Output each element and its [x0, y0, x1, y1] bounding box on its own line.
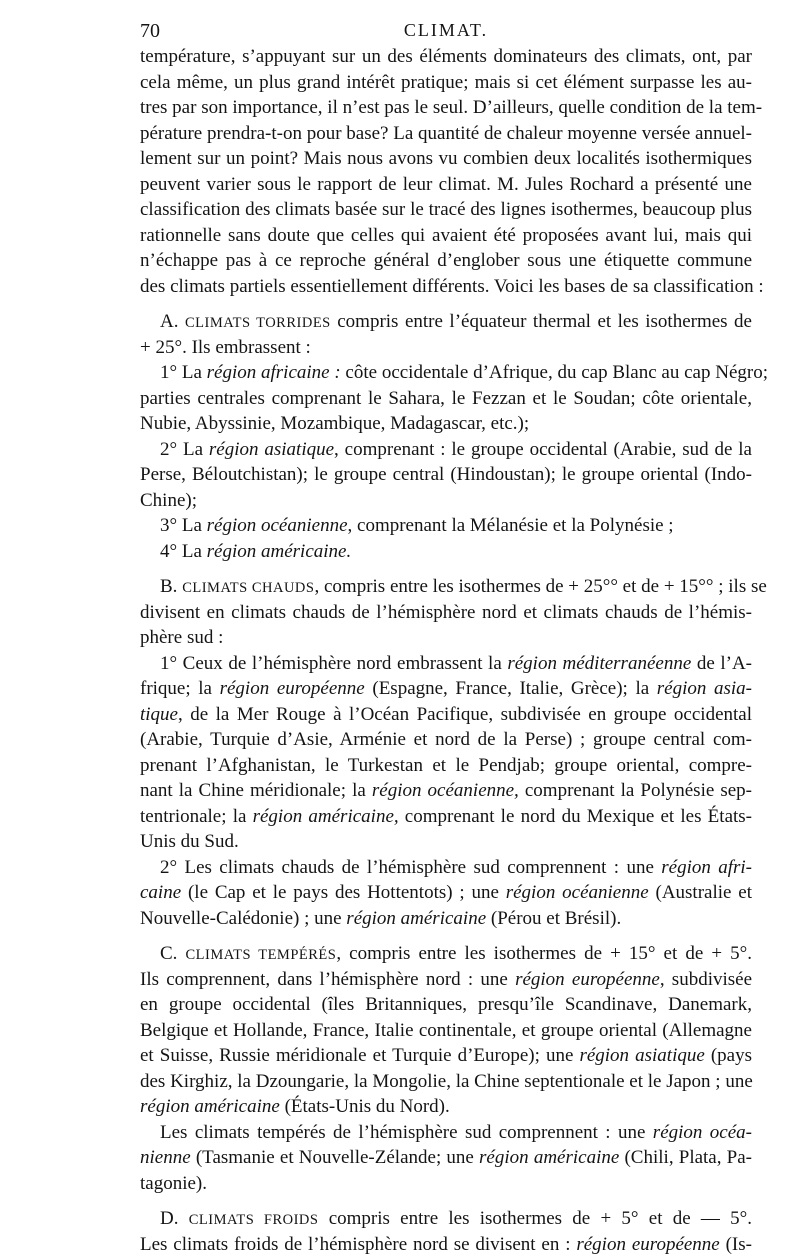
italic-text: région océanienne, — [372, 780, 519, 801]
italic-text: région océanienne — [506, 882, 649, 903]
text-line — [140, 1120, 752, 1146]
text-line — [140, 1069, 752, 1095]
text-run: de l’A- — [691, 653, 752, 674]
text-run: 2° La — [160, 439, 209, 460]
text-run: (Australie et — [649, 882, 752, 903]
text-line — [140, 513, 752, 539]
text-run: 3° La — [160, 515, 207, 536]
text-run: B. — [160, 576, 182, 597]
text-run: compris entre l’équateur thermal et les isothermes de — [331, 311, 752, 332]
text-line — [140, 437, 752, 463]
text-run: Perse, Béloutchistan); le groupe central (Hindoustan); le groupe oriental (Indo- — [140, 464, 752, 485]
running-title: CLIMAT. — [140, 20, 752, 41]
text-line — [140, 121, 752, 147]
text-line — [140, 462, 752, 488]
text-run: Ils comprennent, dans l’hémisphère nord : une — [140, 969, 515, 990]
text-run: Unis du Sud. — [140, 831, 239, 852]
text-run: D. — [160, 1208, 189, 1229]
text-line — [140, 411, 752, 437]
text-line — [140, 625, 752, 651]
text-run: parties centrales comprenant le Sahara, le Fezzan et le Soudan; côte orientale, — [140, 388, 752, 409]
section-heading: CLIMATS TEMPÉRÉS — [186, 947, 337, 963]
text-run: (Arabie, Turquie d’Asie, Arménie et nord de la Perse) ; groupe central com- — [140, 729, 752, 750]
text-run: nant la Chine méridionale; la — [140, 780, 372, 801]
text-line — [140, 829, 752, 855]
text-run: , comprenant la Mélanésie et la Polynésie ; — [348, 515, 674, 536]
italic-text: région asiatique — [579, 1045, 704, 1066]
text-run: Les climats tempérés de l’hémisphère sud comprennent : une — [160, 1122, 653, 1143]
text-line — [140, 386, 752, 412]
text-run: compris entre les isothermes de + 5° et de — 5°. — [318, 1208, 752, 1229]
italic-text: région asia- — [657, 678, 752, 699]
text-line — [140, 1094, 752, 1120]
italic-text: région américaine, — [253, 806, 399, 827]
text-run: divisent en climats chauds de l’hémisphère nord et climats chauds de l’hémis- — [140, 602, 752, 623]
italic-text: région africaine : — [207, 362, 341, 383]
page-body — [140, 44, 752, 1257]
text-run: comprenant la Polynésie sep- — [519, 780, 752, 801]
text-run: 4° La — [160, 541, 207, 562]
section-heading: CLIMATS FROIDS — [189, 1212, 319, 1228]
text-line — [140, 574, 752, 600]
text-line — [140, 880, 752, 906]
paragraph-climats-torrides — [140, 309, 752, 564]
text-run: 2° Les climats chauds de l’hémisphère sud comprennent : une — [160, 857, 661, 878]
text-line — [140, 274, 752, 300]
page-header — [140, 14, 752, 46]
section-heading: CLIMATS TORRIDES — [185, 315, 331, 331]
text-run: Belgique et Hollande, France, Italie continentale, et groupe oriental (Allemagne — [140, 1020, 752, 1041]
italic-text: région américaine — [346, 908, 486, 929]
text-line — [140, 70, 752, 96]
italic-text: tique — [140, 704, 178, 725]
text-run: , subdivisée — [660, 969, 752, 990]
text-line — [140, 197, 752, 223]
text-line — [140, 1145, 752, 1171]
paragraph-climats-froids — [140, 1206, 752, 1257]
paragraph-climats-temperes — [140, 941, 752, 1196]
italic-text: région océa- — [653, 1122, 752, 1143]
text-run: cela même, un plus grand intérêt pratique; mais si cet élément surpasse les au- — [140, 72, 752, 93]
text-run: A. — [160, 311, 185, 332]
text-run: lement sur un point? Mais nous avons vu combien deux localités isothermiques — [140, 148, 752, 169]
text-run: (pays — [705, 1045, 752, 1066]
text-line — [140, 1018, 752, 1044]
text-line — [140, 941, 752, 967]
text-line — [140, 44, 752, 70]
text-line — [140, 1171, 752, 1197]
text-run: (Tasmanie et Nouvelle-Zélande; une — [191, 1147, 479, 1168]
text-line — [140, 95, 752, 121]
italic-text: région américaine. — [207, 541, 352, 562]
text-run: (Is- — [720, 1234, 752, 1255]
text-line — [140, 223, 752, 249]
italic-text: région méditerranéenne — [507, 653, 691, 674]
text-run: (États-Unis du Nord). — [280, 1096, 450, 1117]
text-run: pérature prendra-t-on pour base? La quantité de chaleur moyenne versée annuel- — [140, 123, 752, 144]
text-line — [140, 992, 752, 1018]
text-run: 1° Ceux de l’hémisphère nord embrassent la — [160, 653, 507, 674]
text-line — [140, 146, 752, 172]
text-line — [140, 702, 752, 728]
text-line — [140, 651, 752, 677]
text-line — [140, 360, 752, 386]
text-run: tagonie). — [140, 1173, 207, 1194]
text-line — [140, 855, 752, 881]
text-line — [140, 676, 752, 702]
text-run: des Kirghiz, la Dzoungarie, la Mongolie, la Chine septentionale et le Japon ; une — [140, 1071, 753, 1092]
italic-text: région européenne — [576, 1234, 719, 1255]
text-line — [140, 804, 752, 830]
text-line — [140, 906, 752, 932]
text-line — [140, 753, 752, 779]
italic-text: région européenne — [515, 969, 660, 990]
text-run: (Chili, Plata, Pa- — [619, 1147, 752, 1168]
text-line — [140, 335, 752, 361]
paragraph-climats-chauds — [140, 574, 752, 931]
italic-text: caine — [140, 882, 181, 903]
text-run: température, s’appuyant sur un des éléments dominateurs des climats, ont, par — [140, 46, 752, 67]
text-run: (Espagne, France, Italie, Grèce); la — [365, 678, 657, 699]
text-run: Les climats froids de l’hémisphère nord se divisent en : — [140, 1234, 576, 1255]
text-run: Chine); — [140, 490, 197, 511]
text-line — [140, 1043, 752, 1069]
text-run: (Pérou et Brésil). — [486, 908, 621, 929]
text-run: classification des climats basée sur le tracé des lignes isothermes, beaucoup plus — [140, 199, 752, 220]
text-run: peuvent varier sous le rapport de leur climat. M. Jules Rochard a présenté une — [140, 174, 752, 195]
italic-text: région asiatique — [209, 439, 334, 460]
text-run: (le Cap et le pays des Hottentots) ; une — [181, 882, 506, 903]
text-run: , de la Mer Rouge à l’Océan Pacifique, subdivisée en groupe occidental — [178, 704, 752, 725]
text-run: , compris entre les isothermes de + 25°° et de + 15°° ; ils se — [314, 576, 766, 597]
text-run: prenant l’Afghanistan, le Turkestan et le Pendjab; groupe oriental, compre- — [140, 755, 752, 776]
text-run: frique; la — [140, 678, 220, 699]
text-run: , comprenant : le groupe occidental (Arabie, sud de la — [334, 439, 752, 460]
text-run: tentrionale; la — [140, 806, 253, 827]
text-line — [140, 778, 752, 804]
italic-text: nienne — [140, 1147, 191, 1168]
text-run: comprenant le nord du Mexique et les États- — [399, 806, 752, 827]
text-line — [140, 172, 752, 198]
text-run: côte occidentale d’Afrique, du cap Blanc au cap Négro; — [341, 362, 768, 383]
text-run: des climats partiels essentiellement différents. Voici les bases de sa classification : — [140, 276, 764, 297]
italic-text: région européenne — [220, 678, 365, 699]
text-line — [140, 488, 752, 514]
text-line — [140, 727, 752, 753]
text-run: phère sud : — [140, 627, 223, 648]
text-run: Nubie, Abyssinie, Mozambique, Madagascar, etc.); — [140, 413, 529, 434]
text-line — [140, 967, 752, 993]
text-line — [140, 539, 752, 565]
text-run: + 25°. Ils embrassent : — [140, 337, 311, 358]
text-run: en groupe occidental (îles Britanniques, presqu’île Scandinave, Danemark, — [140, 994, 752, 1015]
italic-text: région américaine — [479, 1147, 619, 1168]
italic-text: région afri- — [661, 857, 752, 878]
italic-text: région américaine — [140, 1096, 280, 1117]
text-run: et Suisse, Russie méridionale et Turquie d’Europe); une — [140, 1045, 579, 1066]
text-run: n’échappe pas à ce reproche général d’englober sous une étiquette commune — [140, 250, 752, 271]
text-run: , compris entre les isothermes de + 15° et de + 5°. — [336, 943, 752, 964]
page-number: 70 — [140, 20, 160, 43]
text-run: C. — [160, 943, 186, 964]
section-heading: CLIMATS CHAUDS — [182, 580, 314, 596]
paragraph-intro — [140, 44, 752, 299]
italic-text: région océanienne — [207, 515, 348, 536]
text-run: rationnelle sans doute que celles qui avaient été proposées avant lui, mais qui — [140, 225, 752, 246]
text-line — [140, 309, 752, 335]
text-run: 1° La — [160, 362, 207, 383]
text-run: Nouvelle-Calédonie) ; une — [140, 908, 346, 929]
text-line — [140, 1232, 752, 1257]
text-line — [140, 1206, 752, 1232]
text-run: tres par son importance, il n’est pas le seul. D’ailleurs, quelle condition de la tem- — [140, 97, 762, 118]
text-line — [140, 600, 752, 626]
text-line — [140, 248, 752, 274]
